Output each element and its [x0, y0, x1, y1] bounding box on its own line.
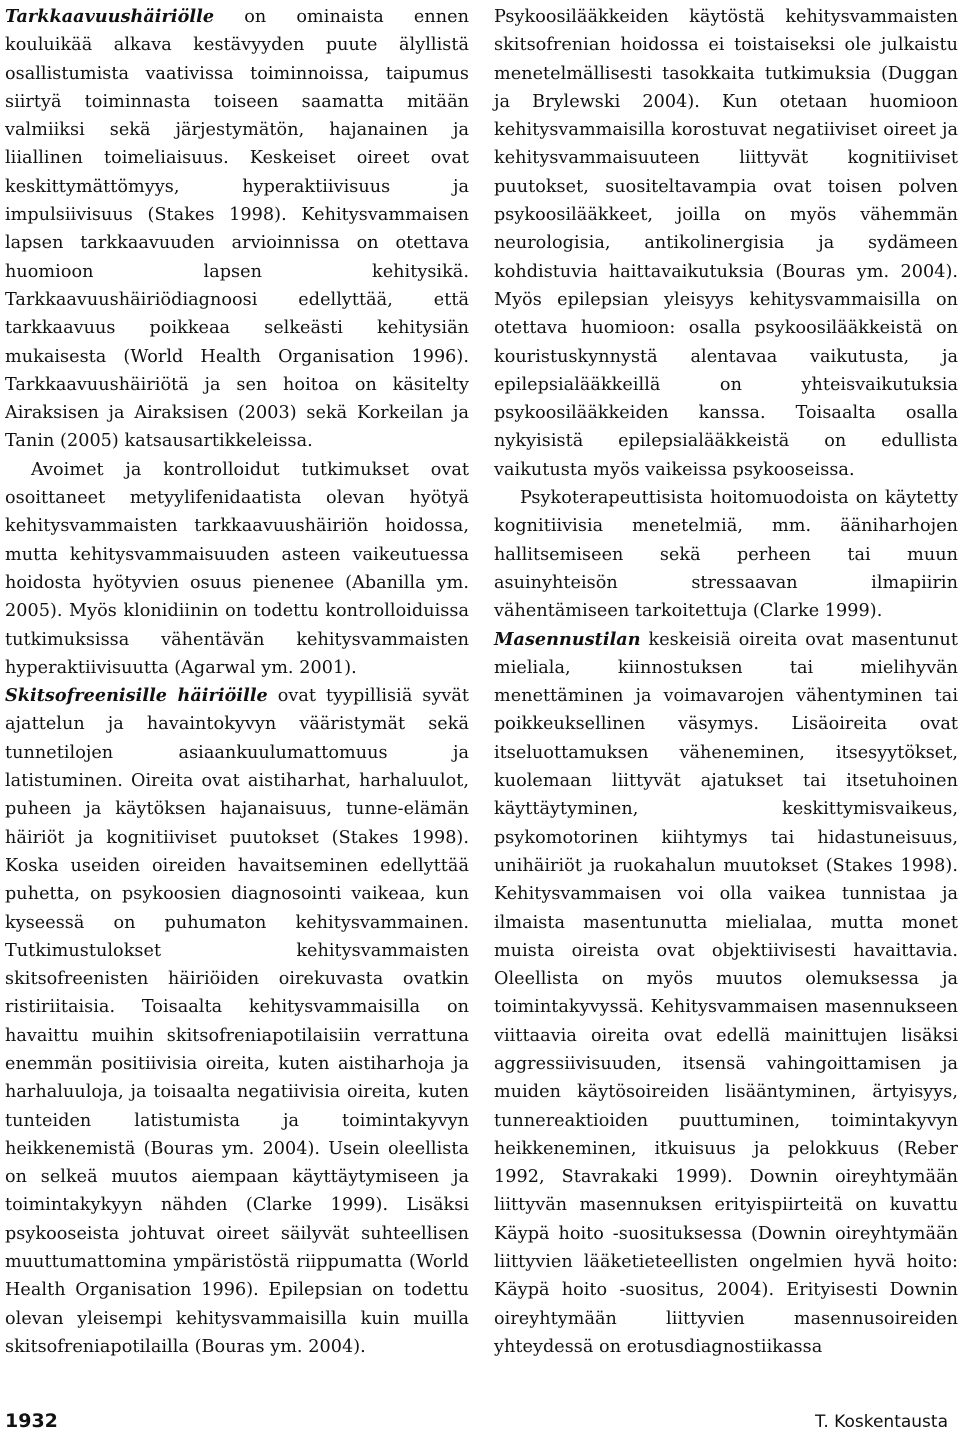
term-schizophrenia: Skitsofreenisille häiriöille [5, 685, 268, 707]
paragraph-antipsychotics: Psykoosilääkkeiden käytöstä kehitysvammaisten skitsofrenian hoidossa ei toistaiseksi ole julkaistu menetelmällisesti tasokkaita tutkimuksia (Duggan ja Brylewski 2004). Kun otetaan huomioon kehitysvammaisilla korostuvat negatiiviset oireet ja kehitysvammaisuuteen liittyvät kognitiiviset puutokset, suositeltavampia ovat toisen polven psykoosilääkkeet, joilla on myös vähemmän neurologisia, antikolinergisia ja sydämeen kohdistuvia haittavaikutuksia (Bouras ym. 2004). Myös epilepsian yleisyys kehitysvammaisilla on otettava huomioon: osalla psykoosilääkkeistä on kouristuskynnystä alentavaa vaikutusta, ja epilepsialääkkeillä on yhteisvaikutuksia psykoosilääkkeiden kanssa. Toisaalta osalla nykyisistä epilepsialääkkeistä on edullista vaikutusta myös vaikeissa psykooseissa. [494, 7, 958, 480]
running-author: T. Koskentausta [814, 1412, 948, 1432]
paragraph-adhd [5, 3, 469, 456]
paragraph-schizophrenia [5, 682, 469, 1361]
page-footer [5, 1410, 948, 1436]
paragraph-psychotherapy: Psykoterapeuttisista hoitomuodoista on käytetty kognitiivisia menetelmiä, mm. ääniharhojen hallitsemiseen sekä perheen tai muun asuinyhteisön stressaavan ilmapiirin vähentämiseen tarkoitettuja (Clarke 1999). [494, 488, 958, 622]
paragraph-adhd-text: on ominaista ennen kouluikää alkava kestävyyden puute älyllistä osallistumista vaativissa toiminnoissa, taipumus siirtyä toiminnasta toiseen saamatta mitään valmiiksi sekä järjestymätön, hajanainen ja liiallinen toimeliaisuus. Keskeiset oireet ovat keskittymättömyys, hyperaktiivisuus ja impulsiivisuus (Stakes 1998). Kehitysvammaisen lapsen tarkkaavuuden arvioinnissa on otettava huomioon lapsen kehitysikä. Tarkkaavuushäiriödiagnoosi edellyttää, että tarkkaavuus poikkeaa selkeästi kehitysiän mukaisesta (World Health Organisation 1996). Tarkkaavuushäiriötä ja sen hoitoa on käsitelty Airaksisen ja Airaksisen (2003) sekä Korkeilan ja Tanin (2005) katsausartikkeleissa. [5, 7, 469, 452]
left-column [5, 3, 469, 1361]
paragraph-depression-text: keskeisiä oireita ovat masentunut mieliala, kiinnostuksen tai mielihyvän menettäminen ja voimavarojen vähentyminen tai poikkeuksellinen väsymys. Lisäoireita ovat itseluottamuksen väheneminen, itsesyytökset, kuolemaan liittyvät ajatukset tai itsetuhoinen käyttäytyminen, keskittymisvaikeus, psykomotorinen kiihtymys tai hidastuneisuus, unihäiriöt ja ruokahalun muutokset (Stakes 1998). Kehitysvammaisen voi olla vaikea tunnistaa ja ilmaista masentunutta mielialaa, mutta monet muista oireista ovat objektiivisesti havaittavia. Oleellista on myös muutos olemuksessa ja toimintakyvyssä. Kehitysvammaisen masennukseen viittaavia oireita ovat edellä mainittujen lisäksi aggressiivisuuden, itsensä vahingoittamisen ja muiden käytösoireiden lisääntyminen, ärtyisyys, tunnereaktioiden puuttuminen, toimintakyvyn heikkeneminen, itkuisuus ja pelokkuus (Reber 1992, Stavrakaki 1999). Downin oireyhtymään liittyvän masennuksen erityispiirteitä on kuvattu Käypä hoito -suosituksessa (Downin oireyhtymään liittyvien lääketieteellisten ongelmien hyvä hoito: Käypä hoito -suositus, 2004). Erityisesti Downin oireyhtymään liittyvien masennusoireiden yhteydessä on erotusdiagnostiikassa [494, 629, 958, 1357]
paragraph-schizophrenia-text: ovat tyypillisiä syvät ajattelun ja havaintokyvyn vääristymät sekä tunnetilojen asiaankuulumattomuus ja latistuminen. Oireita ovat aistiharhat, harhaluulot, puheen ja käytöksen hajanaisuus, tunne-elämän häiriöt ja kognitiiviset puutokset (Stakes 1998). Koska useiden oireiden havaitseminen edellyttää puhetta, on psykoosien diagnosointi vaikeaa, kun kyseessä on puhumaton kehitysvammainen. Tutkimustulokset kehitysvammaisten skitsofreenisten häiriöiden oirekuvasta ovatkin ristiriitaisia. Toisaalta kehitysvammaisilla on havaittu muihin skitsofreniapotilaisiin verrattuna enemmän positiivisia oireita, kuten aistiharhoja ja harhaluuloja, ja toisaalta negatiivisia oireita, kuten tunteiden latistumista ja toimintakyvyn heikkenemistä (Bouras ym. 2004). Usein oleellista on selkeä muutos aiempaan käyttäytymiseen ja toimintakykyyn nähden (Clarke 1999). Lisäksi psykooseista johtuvat oireet säilyvät suhteellisen muuttumattomina ympäristöstä riippumatta (World Health Organisation 1996). Epilepsian on todettu olevan yleisempi kehitysvammaisilla kuin muilla skitsofreniapotilailla (Bouras ym. 2004). [5, 686, 469, 1357]
paragraph-depression [494, 626, 958, 1362]
paragraph-adhd-treatment: Avoimet ja kontrolloidut tutkimukset ovat osoittaneet metyylifenidaatista olevan hyötyä kehitysvammaisten tarkkaavuushäiriön hoidossa, mutta kehitysvammaisuuden asteen vaikeutuessa hoidosta hyötyvien osuus pienenee (Abanilla ym. 2005). Myös klonidiinin on todettu kontrolloiduissa tutkimuksissa vähentävän kehitysvammaisten hyperaktiivisuutta (Agarwal ym. 2001). [5, 459, 469, 678]
right-column [494, 3, 958, 1361]
term-depression: Masennustilan [494, 628, 641, 650]
term-adhd: Tarkkaavuushäiriölle [5, 6, 215, 27]
page-number: 1932 [5, 1410, 58, 1432]
